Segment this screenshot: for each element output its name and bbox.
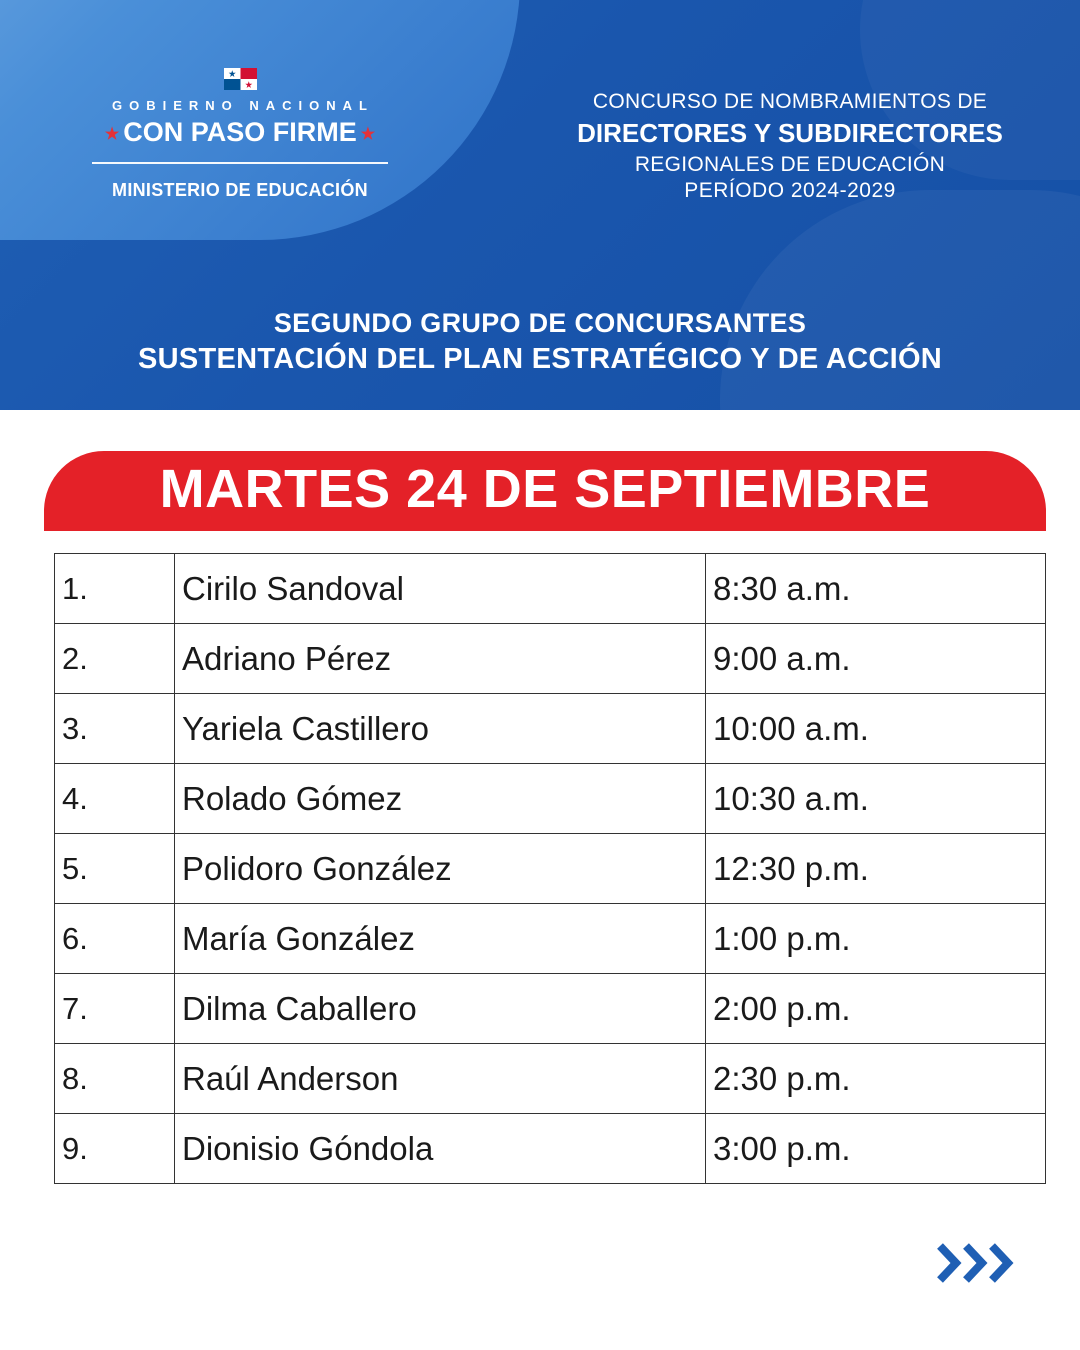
candidate-name: Adriano Pérez [175,624,706,694]
candidate-name: Yariela Castillero [175,694,706,764]
row-number: 2. [55,624,175,694]
row-number: 7. [55,974,175,1044]
contest-line-2: DIRECTORES Y SUBDIRECTORES [577,118,1003,148]
table-row [55,624,1046,694]
star-icon: ★ [104,125,120,143]
table-row [55,1044,1046,1114]
row-number: 5. [55,834,175,904]
row-number: 4. [55,764,175,834]
header-sheen-shape [720,190,1080,410]
date-banner [44,451,1046,531]
candidate-name: María González [175,904,706,974]
motto [90,117,390,148]
slot-time: 9:00 a.m. [706,624,1046,694]
date-label: MARTES 24 DE SEPTIEMBRE [159,459,931,519]
contest-period: PERÍODO 2024-2029 [684,179,896,202]
row-number: 6. [55,904,175,974]
table-row [55,834,1046,904]
slot-time: 10:30 a.m. [706,764,1046,834]
contest-line-1: CONCURSO DE NOMBRAMIENTOS DE [592,90,988,113]
contest-line-3: REGIONALES DE EDUCACIÓN [634,153,946,176]
candidate-name: Raúl Anderson [175,1044,706,1114]
header-banner [0,0,1080,410]
slot-time: 2:30 p.m. [706,1044,1046,1114]
government-logo [90,68,390,201]
group-line-1: SEGUNDO GRUPO DE CONCURSANTES [273,308,807,338]
candidate-name: Rolado Gómez [175,764,706,834]
slot-time: 1:00 p.m. [706,904,1046,974]
row-number: 3. [55,694,175,764]
slot-time: 12:30 p.m. [706,834,1046,904]
star-icon: ★ [360,125,376,143]
table-row [55,1114,1046,1184]
logo-divider [92,162,388,164]
triple-chevron-right-icon[interactable] [936,1242,1018,1284]
slot-time: 10:00 a.m. [706,694,1046,764]
candidate-name: Dilma Caballero [175,974,706,1044]
candidate-name: Dionisio Góndola [175,1114,706,1184]
table-row [55,764,1046,834]
slot-time: 8:30 a.m. [706,554,1046,624]
candidate-name: Polidoro González [175,834,706,904]
table-row [55,904,1046,974]
table-row [55,974,1046,1044]
table-row [55,554,1046,624]
candidate-name: Cirilo Sandoval [175,554,706,624]
row-number: 8. [55,1044,175,1114]
slot-time: 2:00 p.m. [706,974,1046,1044]
group-heading [0,308,1080,376]
row-number: 9. [55,1114,175,1184]
slot-time: 3:00 p.m. [706,1114,1046,1184]
contest-title [540,90,1040,203]
motto-text: CON PASO FIRME [123,117,357,147]
ministry-label: MINISTERIO DE EDUCACIÓN [112,180,368,200]
group-line-2: SUSTENTACIÓN DEL PLAN ESTRATÉGICO Y DE ACCIÓN [137,343,943,375]
row-number: 1. [55,554,175,624]
table-row [55,694,1046,764]
panama-flag-icon [224,68,257,90]
schedule-table [54,553,1046,1184]
government-label: GOBIERNO NACIONAL [112,98,374,113]
